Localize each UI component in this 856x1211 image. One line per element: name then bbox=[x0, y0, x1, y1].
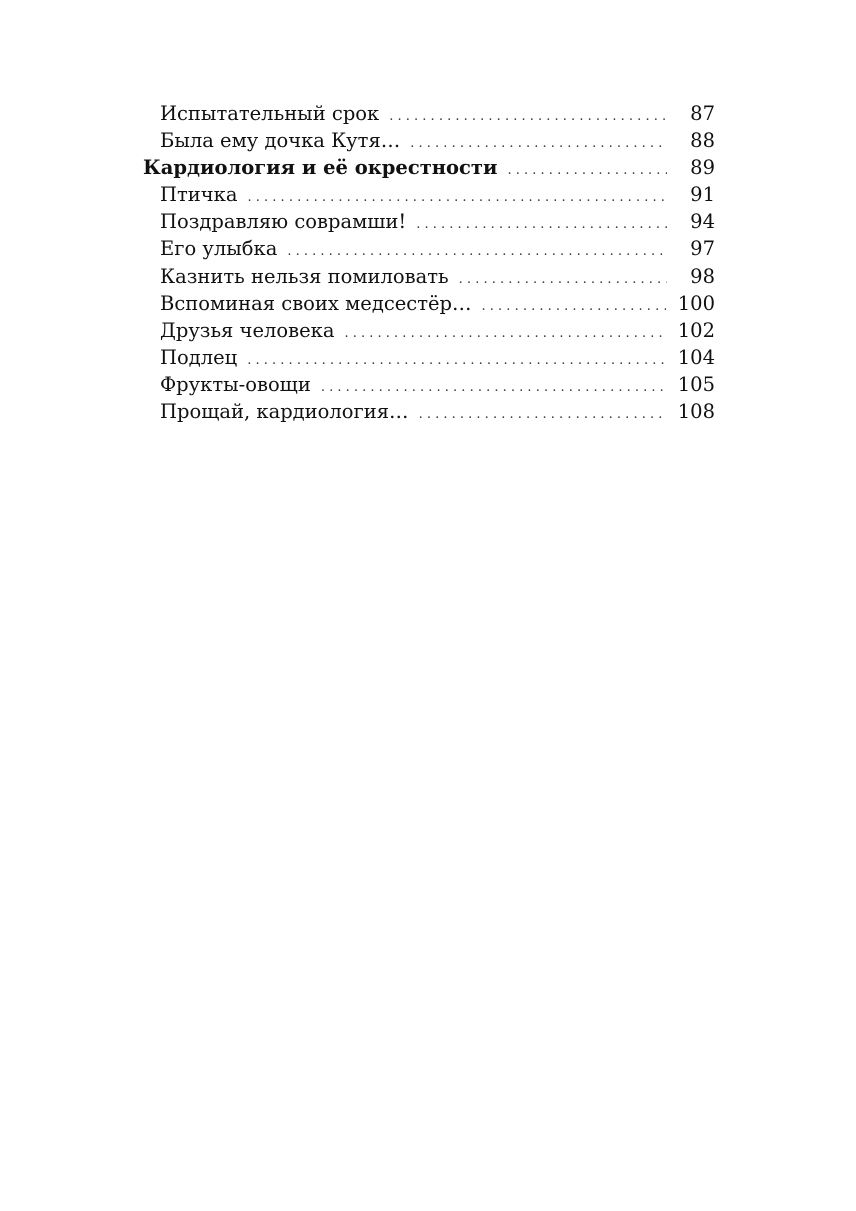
table-of-contents bbox=[143, 100, 715, 425]
toc-page-number: 105 bbox=[677, 372, 715, 396]
dot-leader bbox=[344, 320, 665, 347]
toc-page-number: 104 bbox=[677, 345, 715, 369]
toc-entry-title: Его улыбка bbox=[160, 237, 278, 261]
toc-entry-title: Казнить нельзя помиловать bbox=[160, 264, 449, 288]
toc-entry[interactable] bbox=[143, 371, 715, 398]
toc-page-number: 89 bbox=[690, 156, 715, 180]
dot-leader bbox=[416, 211, 667, 238]
toc-entry[interactable] bbox=[143, 181, 715, 208]
toc-page-number: 100 bbox=[677, 291, 715, 315]
toc-entry-title: Фрукты-овощи bbox=[160, 372, 311, 396]
toc-entry[interactable] bbox=[143, 100, 715, 127]
toc-page-number: 94 bbox=[690, 210, 715, 234]
toc-entry[interactable] bbox=[143, 235, 715, 262]
dot-leader bbox=[247, 347, 666, 374]
toc-entry[interactable] bbox=[143, 127, 715, 154]
dot-leader bbox=[410, 130, 667, 157]
toc-page-number: 98 bbox=[690, 264, 715, 288]
toc-page-number: 97 bbox=[690, 237, 715, 261]
toc-entry-title: Поздравляю соврамши! bbox=[160, 210, 407, 234]
toc-entry-title: Была ему дочка Кутя… bbox=[160, 129, 401, 153]
toc-page-number: 91 bbox=[690, 183, 715, 207]
dot-leader bbox=[482, 293, 666, 320]
toc-entry-title: Подлец bbox=[160, 345, 238, 369]
toc-entry[interactable] bbox=[143, 317, 715, 344]
toc-entry-title: Друзья человека bbox=[160, 318, 335, 342]
toc-page-number: 102 bbox=[677, 318, 715, 342]
toc-entry[interactable] bbox=[143, 263, 715, 290]
dot-leader bbox=[507, 157, 667, 184]
toc-section-heading[interactable] bbox=[143, 154, 715, 181]
toc-entry[interactable] bbox=[143, 344, 715, 371]
dot-leader bbox=[287, 238, 667, 265]
toc-page-number: 87 bbox=[690, 102, 715, 125]
dot-leader bbox=[389, 103, 667, 130]
dot-leader bbox=[248, 184, 668, 211]
dot-leader bbox=[419, 401, 666, 428]
toc-page-number: 108 bbox=[677, 400, 715, 424]
toc-entry[interactable] bbox=[143, 290, 715, 317]
toc-entry-title: Вспоминая своих медсестёр… bbox=[160, 291, 472, 315]
toc-page-number: 88 bbox=[690, 129, 715, 153]
toc-section-title: Кардиология и её окрестности bbox=[143, 156, 498, 180]
toc-entry-title: Птичка bbox=[160, 183, 238, 207]
dot-leader bbox=[321, 374, 666, 401]
dot-leader bbox=[459, 266, 667, 293]
toc-entry[interactable] bbox=[143, 398, 715, 425]
toc-entry-title: Испытательный срок bbox=[160, 102, 380, 125]
toc-entry[interactable] bbox=[143, 208, 715, 235]
toc-entry-title: Прощай, кардиология… bbox=[160, 400, 409, 424]
